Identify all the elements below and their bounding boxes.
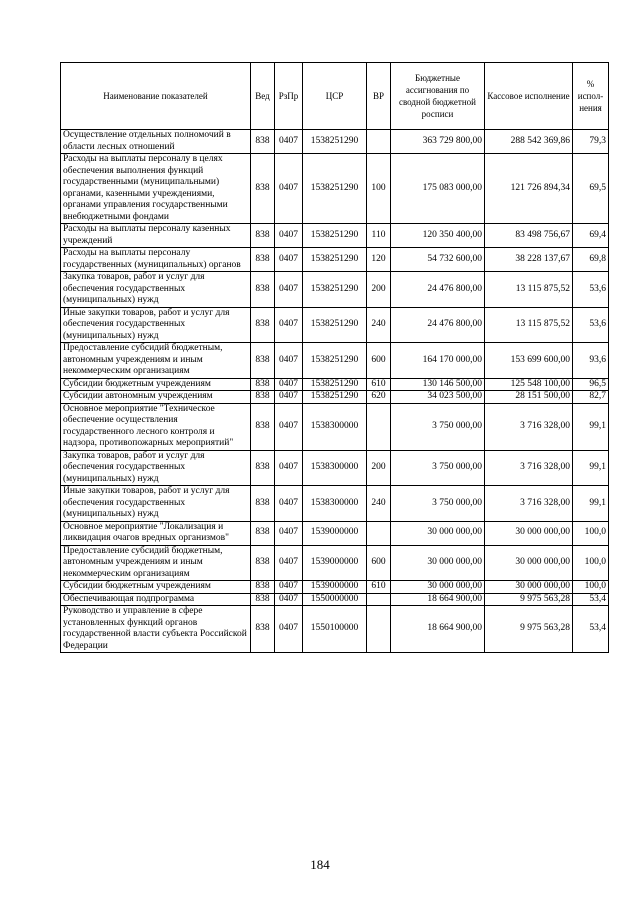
header-name: Наименование показателей [61,63,251,130]
cell-name: Основное мероприятие "Локализация и ликвидация очагов вредных организмов" [61,521,251,545]
cell-percent: 100,0 [573,581,609,594]
cell-rzpr: 0407 [275,606,303,653]
cell-name: Иные закупки товаров, работ и услуг для обеспечения государственных (муниципальных) нужд [61,307,251,343]
cell-vr: 240 [367,486,391,522]
cell-assignments: 130 146 500,00 [391,378,485,391]
cell-ved: 838 [251,581,275,594]
cell-name: Расходы на выплаты персоналу казенных учреждений [61,224,251,248]
cell-assignments: 30 000 000,00 [391,581,485,594]
cell-cash-execution: 30 000 000,00 [485,545,573,581]
table-row [61,154,609,224]
cell-rzpr: 0407 [275,403,303,450]
cell-ved: 838 [251,606,275,653]
table-row [61,606,609,653]
cell-csr: 1550100000 [303,606,367,653]
cell-ved: 838 [251,343,275,379]
cell-ved: 838 [251,391,275,404]
cell-assignments: 18 664 900,00 [391,606,485,653]
cell-vr: 610 [367,581,391,594]
table-header-row [61,63,609,130]
cell-csr: 1550000000 [303,593,367,606]
header-cash-execution: Кассовое исполнение [485,63,573,130]
cell-csr: 1538251290 [303,391,367,404]
cell-percent: 53,4 [573,606,609,653]
cell-assignments: 30 000 000,00 [391,545,485,581]
cell-cash-execution: 125 548 100,00 [485,378,573,391]
cell-csr: 1539000000 [303,581,367,594]
cell-assignments: 164 170 000,00 [391,343,485,379]
cell-rzpr: 0407 [275,248,303,272]
cell-csr: 1538300000 [303,486,367,522]
cell-vr [367,521,391,545]
cell-rzpr: 0407 [275,521,303,545]
cell-cash-execution: 3 716 328,00 [485,403,573,450]
cell-cash-execution: 288 542 369,86 [485,130,573,154]
cell-csr: 1538251290 [303,378,367,391]
cell-cash-execution: 30 000 000,00 [485,581,573,594]
cell-rzpr: 0407 [275,593,303,606]
cell-assignments: 34 023 500,00 [391,391,485,404]
cell-vr [367,606,391,653]
cell-assignments: 54 732 600,00 [391,248,485,272]
cell-percent: 99,1 [573,486,609,522]
cell-percent: 100,0 [573,545,609,581]
cell-assignments: 3 750 000,00 [391,486,485,522]
cell-rzpr: 0407 [275,343,303,379]
cell-name: Осуществление отдельных полномочий в области лесных отношений [61,130,251,154]
cell-cash-execution: 3 716 328,00 [485,486,573,522]
cell-name: Закупка товаров, работ и услуг для обеспечения государственных (муниципальных) нужд [61,450,251,486]
cell-name: Расходы на выплаты персоналу в целях обеспечения выполнения функций государственными (муниципальными) органами, казенными учреждениями, органами управления государственными внебюджетными фондами [61,154,251,224]
cell-vr: 200 [367,450,391,486]
cell-ved: 838 [251,486,275,522]
cell-vr: 600 [367,545,391,581]
cell-csr: 1538251290 [303,272,367,308]
cell-percent: 93,6 [573,343,609,379]
cell-vr: 240 [367,307,391,343]
cell-rzpr: 0407 [275,545,303,581]
cell-assignments: 18 664 900,00 [391,593,485,606]
cell-percent: 96,5 [573,378,609,391]
cell-ved: 838 [251,450,275,486]
header-csr: ЦСР [303,63,367,130]
header-percent: % испол-нения [573,63,609,130]
cell-csr: 1538300000 [303,450,367,486]
cell-name: Предоставление субсидий бюджетным, автономным учреждениям и иным некоммерческим организациям [61,343,251,379]
cell-assignments: 175 083 000,00 [391,154,485,224]
cell-csr: 1538251290 [303,154,367,224]
cell-ved: 838 [251,272,275,308]
cell-ved: 838 [251,224,275,248]
cell-name: Иные закупки товаров, работ и услуг для обеспечения государственных (муниципальных) нужд [61,486,251,522]
table-row [61,403,609,450]
cell-name: Субсидии бюджетным учреждениям [61,378,251,391]
cell-rzpr: 0407 [275,307,303,343]
cell-cash-execution: 121 726 894,34 [485,154,573,224]
cell-cash-execution: 30 000 000,00 [485,521,573,545]
table-row [61,391,609,404]
table-row [61,581,609,594]
cell-rzpr: 0407 [275,224,303,248]
cell-assignments: 24 476 800,00 [391,272,485,308]
cell-name: Основное мероприятие "Техническое обеспечение осуществления государственного лесного контроля и надзора, противопожарных мероприятий" [61,403,251,450]
table-row [61,248,609,272]
cell-cash-execution: 153 699 600,00 [485,343,573,379]
cell-ved: 838 [251,248,275,272]
cell-percent: 82,7 [573,391,609,404]
cell-csr: 1538251290 [303,307,367,343]
cell-vr: 600 [367,343,391,379]
cell-vr: 200 [367,272,391,308]
cell-ved: 838 [251,130,275,154]
cell-percent: 53,6 [573,272,609,308]
cell-ved: 838 [251,403,275,450]
cell-vr [367,593,391,606]
cell-percent: 99,1 [573,450,609,486]
header-rzpr: РзПр [275,63,303,130]
cell-cash-execution: 28 151 500,00 [485,391,573,404]
cell-cash-execution: 3 716 328,00 [485,450,573,486]
cell-rzpr: 0407 [275,378,303,391]
header-vr: ВР [367,63,391,130]
table-row [61,486,609,522]
header-ved: Вед [251,63,275,130]
cell-rzpr: 0407 [275,581,303,594]
cell-cash-execution: 9 975 563,28 [485,606,573,653]
table-row [61,521,609,545]
cell-vr: 120 [367,248,391,272]
table-row [61,545,609,581]
cell-vr: 110 [367,224,391,248]
table-row [61,307,609,343]
cell-ved: 838 [251,545,275,581]
cell-vr [367,130,391,154]
cell-percent: 100,0 [573,521,609,545]
cell-name: Расходы на выплаты персоналу государственных (муниципальных) органов [61,248,251,272]
cell-name: Субсидии автономным учреждениям [61,391,251,404]
cell-rzpr: 0407 [275,450,303,486]
cell-percent: 69,4 [573,224,609,248]
cell-cash-execution: 13 115 875,52 [485,307,573,343]
table-row [61,593,609,606]
cell-vr: 620 [367,391,391,404]
page-number: 184 [310,857,330,872]
cell-percent: 99,1 [573,403,609,450]
cell-csr: 1539000000 [303,545,367,581]
cell-csr: 1538251290 [303,343,367,379]
cell-vr: 610 [367,378,391,391]
cell-csr: 1538300000 [303,403,367,450]
cell-ved: 838 [251,154,275,224]
cell-rzpr: 0407 [275,272,303,308]
cell-cash-execution: 38 228 137,67 [485,248,573,272]
cell-percent: 79,3 [573,130,609,154]
cell-cash-execution: 9 975 563,28 [485,593,573,606]
cell-percent: 53,6 [573,307,609,343]
cell-rzpr: 0407 [275,130,303,154]
cell-name: Закупка товаров, работ и услуг для обеспечения государственных (муниципальных) нужд [61,272,251,308]
cell-assignments: 120 350 400,00 [391,224,485,248]
header-assignments: Бюджетные ассигнования по сводной бюджетной росписи [391,63,485,130]
cell-ved: 838 [251,378,275,391]
cell-assignments: 24 476 800,00 [391,307,485,343]
cell-vr [367,403,391,450]
table-row [61,450,609,486]
cell-assignments: 3 750 000,00 [391,403,485,450]
table-row [61,343,609,379]
cell-rzpr: 0407 [275,154,303,224]
table-row [61,378,609,391]
cell-cash-execution: 83 498 756,67 [485,224,573,248]
table-row [61,130,609,154]
cell-rzpr: 0407 [275,486,303,522]
budget-execution-table [60,62,609,653]
cell-csr: 1539000000 [303,521,367,545]
cell-assignments: 30 000 000,00 [391,521,485,545]
cell-rzpr: 0407 [275,391,303,404]
cell-percent: 69,5 [573,154,609,224]
cell-percent: 69,8 [573,248,609,272]
cell-percent: 53,4 [573,593,609,606]
cell-assignments: 363 729 800,00 [391,130,485,154]
cell-csr: 1538251290 [303,130,367,154]
cell-csr: 1538251290 [303,224,367,248]
cell-csr: 1538251290 [303,248,367,272]
cell-ved: 838 [251,307,275,343]
table-row [61,272,609,308]
cell-name: Субсидии бюджетным учреждениям [61,581,251,594]
cell-name: Руководство и управление в сфере установленных функций органов государственной власти субъекта Российской Федерации [61,606,251,653]
cell-name: Предоставление субсидий бюджетным, автономным учреждениям и иным некоммерческим организациям [61,545,251,581]
table-row [61,224,609,248]
cell-ved: 838 [251,593,275,606]
cell-assignments: 3 750 000,00 [391,450,485,486]
cell-cash-execution: 13 115 875,52 [485,272,573,308]
cell-ved: 838 [251,521,275,545]
cell-vr: 100 [367,154,391,224]
cell-name: Обеспечивающая подпрограмма [61,593,251,606]
